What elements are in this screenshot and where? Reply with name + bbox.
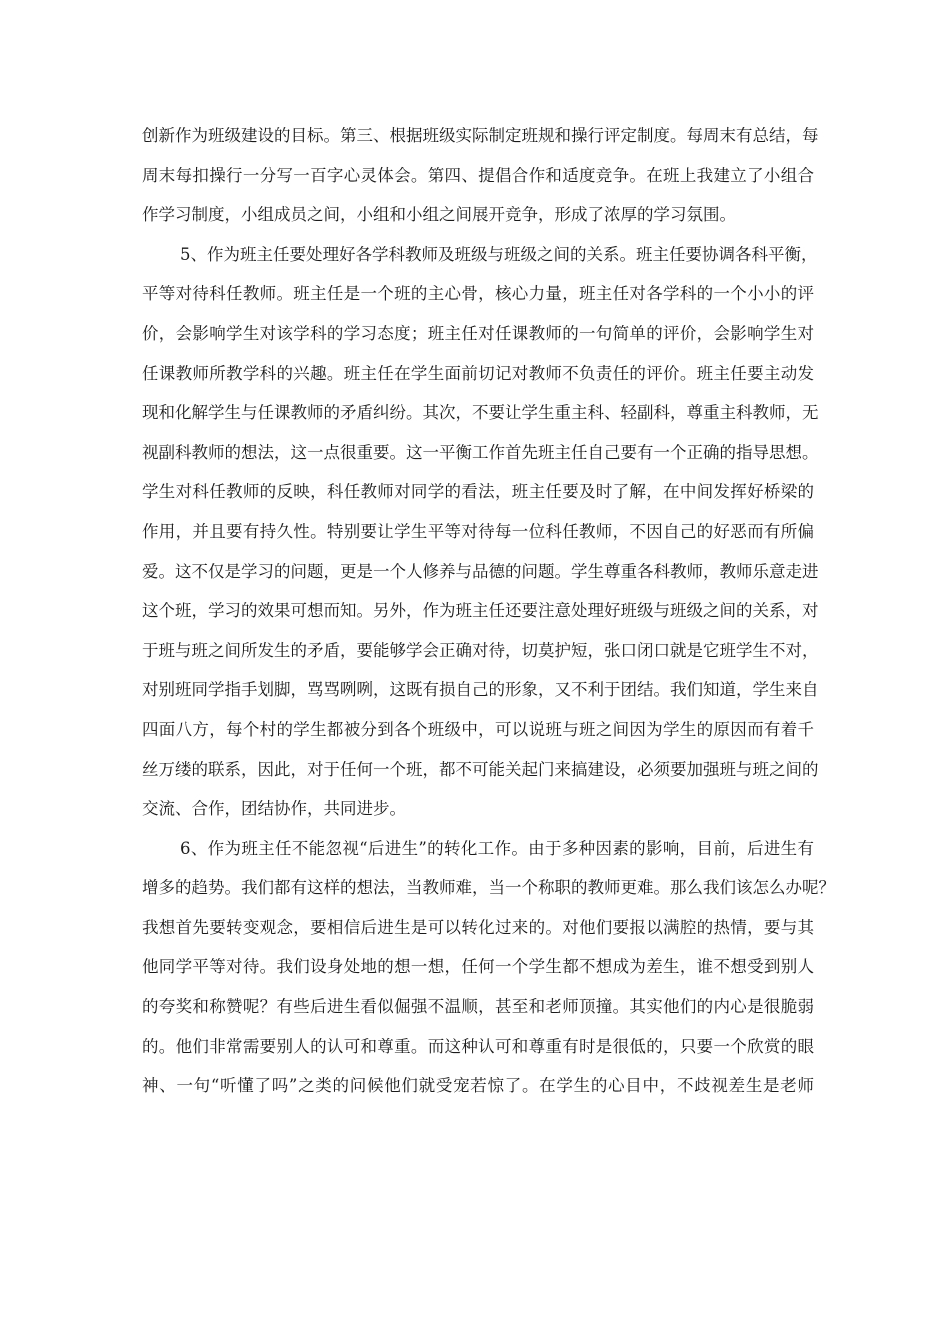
text-line: 现和化解学生与任课教师的矛盾纠纷。其次，不要让学生重主科、轻副科，尊重主科教师，无 [142,403,819,423]
text-line: 这个班，学习的效果可想而知。另外，作为班主任还要注意处理好班级与班级之间的关系，对 [142,601,819,621]
text-line: 学生对科任教师的反映，科任教师对同学的看法，班主任要及时了解，在中间发挥好桥梁的 [142,482,814,502]
text-line: 创新作为班级建设的目标。第三、根据班级实际制定班规和操行评定制度。每周末有总结，每 [142,126,819,145]
text-line: 平等对待科任教师。班主任是一个班的主心骨，核心力量，班主任对各学科的一个小小的评 [142,284,814,304]
text-line: 我想首先要转变观念，要相信后进生是可以转化过来的。对他们要报以满腔的热情，要与其 [142,917,814,937]
text-line: 丝万缕的联系，因此，对于任何一个班，都不可能关起门来搞建设，必须要加强班与班之间的 [142,759,819,779]
text-line: 价，会影响学生对该学科的学习态度；班主任对任课教师的一句简单的评价，会影响学生对 [142,323,814,343]
text-line: 视副科教师的想法，这一点很重要。这一平衡工作首先班主任自己要有一个正确的指导思想。 [142,442,819,462]
text-line: 于班与班之间所发生的矛盾，要能够学会正确对待，切莫护短，张口闭口就是它班学生不对， [142,640,819,660]
text-line: 5、作为班主任要处理好各学科教师及班级与班级之间的关系。班主任要协调各科平衡， [180,244,818,264]
text-line: 增多的趋势。我们都有这样的想法，当教师难，当一个称职的教师更难。那么我们该怎么办呢？ [142,878,835,898]
text-line: 作学习制度，小组成员之间，小组和小组之间展开竞争，形成了浓厚的学习氛围。 [142,205,736,225]
text-line: 神、一句“听懂了吗”之类的问候他们就受宠若惊了。在学生的心目中，不歧视差生是老师 [142,1076,814,1096]
text-line: 的。他们非常需要别人的认可和尊重。而这种认可和尊重有时是很低的，只要一个欣赏的眼 [142,1036,814,1056]
text-line: 四面八方，每个村的学生都被分到各个班级中，可以说班与班之间因为学生的原因而有着千 [142,719,814,739]
text-line: 作用，并且要有持久性。特别要让学生平等对待每一位科任教师，不因自己的好恶而有所偏 [142,521,814,541]
text-line: 他同学平等对待。我们设身处地的想一想，任何一个学生都不想成为差生，谁不想受到别人 [142,957,814,977]
text-line: 爱。这不仅是学习的问题，更是一个人修养与品德的问题。学生尊重各科教师，教师乐意走进 [142,561,819,581]
text-line: 对别班同学指手划脚，骂骂咧咧，这既有损自己的形象，又不利于团结。我们知道，学生来自 [142,680,819,700]
text-line: 的夸奖和称赞呢？有些后进生看似倔强不温顺，甚至和老师顶撞。其实他们的内心是很脆弱 [142,997,814,1017]
text-line: 周末每扣操行一分写一百字心灵体会。第四、提倡合作和适度竞争。在班上我建立了小组合 [142,165,814,185]
text-line: 6、作为班主任不能忽视“后进生”的转化工作。由于多种因素的影响，目前，后进生有 [180,838,814,858]
document-body [142,116,835,1106]
text-line: 任课教师所教学科的兴趣。班主任在学生面前切记对教师不负责任的评价。班主任要主动发 [142,363,814,383]
text-line: 交流、合作，团结协作，共同进步。 [142,799,406,819]
